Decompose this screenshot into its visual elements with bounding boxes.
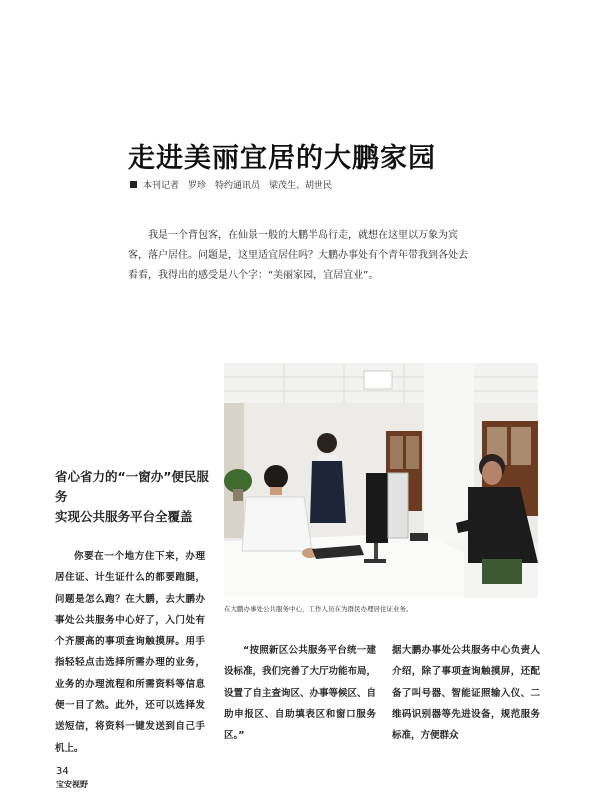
column-two — [224, 640, 376, 746]
section-heading — [55, 467, 215, 527]
column-three-text: 据大鹏办事处公共服务中心负责人介绍，除了事项查询触摸屏，还配备了叫号器、智能证照输入仪、二维码识别器等先进设备，规范服务标准，方便群众 — [392, 645, 540, 742]
office-scene-image — [224, 363, 538, 598]
section-body-text: 你要在一个地方住下来，办理居住证、计生证什么的都要跑腿，问题是怎么跑？在大鹏，去大鹏办事处公共服务中心好了，入门处有个齐腰高的事项查询触摸屏。用手指轻轻点击选择所需办理的业务，业务的办理流程和所需资料等信息便一目了然。此外，还可以选择发送短信，将资料一键发送到自己手机上。 — [55, 551, 205, 754]
page-number: 34 — [56, 766, 69, 777]
section-heading-line2: 实现公共服务平台全覆盖 — [55, 509, 193, 524]
photo-caption: 在大鹏办事处公共服务中心，工作人员在为群民办理居住证业务。 — [224, 605, 413, 613]
lead-paragraph — [128, 226, 468, 286]
square-bullet-icon — [130, 181, 137, 188]
section-body — [55, 546, 205, 759]
article-title: 走进美丽宜居的大鹏家园 — [128, 143, 436, 174]
byline — [130, 178, 332, 191]
section-heading-line1: 省心省力的“一窗办”便民服务 — [55, 469, 209, 504]
column-three — [392, 640, 540, 746]
office-photo — [224, 363, 538, 598]
magazine-name: 宝安视野 — [56, 780, 88, 789]
column-two-text: “按照新区公共服务平台统一建设标准，我们完善了大厅功能布局，设置了自主查询区、办事等候区、自助申报区、自助填表区和窗口服务区。” — [224, 645, 377, 742]
lead-text: 我是一个背包客，在仙景一般的大鹏半岛行走，就想在这里以万象为宾客，落户居住。问题是，这里适宜居住吗？大鹏办事处有个青年带我到各处去看看，我得出的感受是八个字：“美丽家园，宜居宜业”。 — [128, 230, 468, 281]
byline-text: 本刊记者 罗珍 特约通讯员 梁茂生、胡世民 — [143, 181, 333, 191]
